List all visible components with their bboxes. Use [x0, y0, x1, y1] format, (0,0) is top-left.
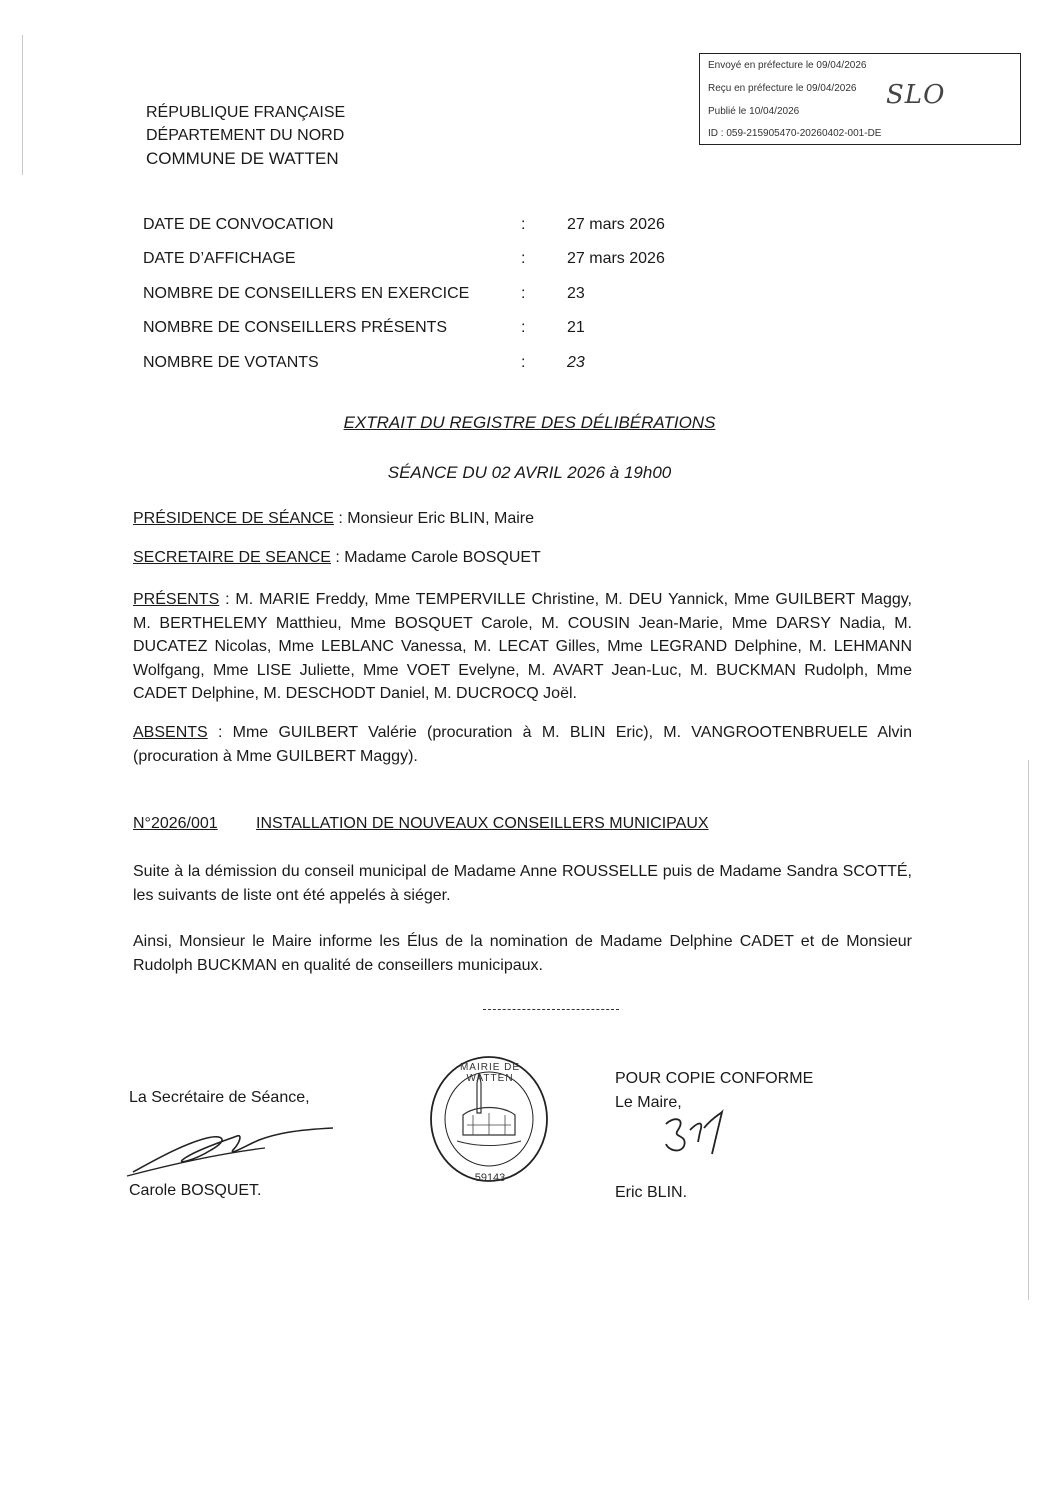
scan-edge-right: [1028, 760, 1029, 1300]
mayor-name: Eric BLIN.: [615, 1184, 688, 1201]
info-colon: :: [521, 216, 526, 233]
seal-postcode: 59143: [474, 1172, 506, 1184]
info-row-affichage: [143, 250, 743, 274]
info-label: DATE DE CONVOCATION: [143, 216, 334, 233]
copy-conforme-title: POUR COPIE CONFORME: [615, 1070, 814, 1087]
presents-text: : M. MARIE Freddy, Mme TEMPERVILLE Christine, M. DEU Yannick, Mme GUILBERT Maggy, M. BERTHELEMY Matthieu, Mme BOSQUET Carole, M. COUSIN Jean-Marie, Mme DARSY Nadia, M. DUCATEZ Nicolas, Mme LEBLANC Vanessa, M. LECAT Gilles, Mme LEGRAND Delphine, M. LEHMANN Wolfgang, Mme LISE Juliette, Mme VOET Evelyne, M. AVART Jean-Luc, M. BUCKMAN Rudolph, Mme CADET Delphine, M. DESCHODT Daniel, M. DUCROCQ Joël.: [133, 591, 912, 702]
info-value: 23: [567, 285, 585, 302]
deliberation-title: INSTALLATION DE NOUVEAUX CONSEILLERS MUNICIPAUX: [256, 815, 709, 832]
extrait-title: EXTRAIT DU REGISTRE DES DÉLIBÉRATIONS: [343, 413, 716, 432]
stamp-sent: Envoyé en préfecture le 09/04/2026: [708, 60, 867, 71]
secretary-signature: [125, 1120, 340, 1182]
mayor-title: Le Maire,: [615, 1094, 682, 1111]
info-value: 21: [567, 319, 585, 336]
info-value: 27 mars 2026: [567, 250, 665, 267]
info-row-convocation: [143, 216, 743, 240]
info-label: DATE D’AFFICHAGE: [143, 250, 296, 267]
prefecture-stamp: [699, 53, 1021, 145]
stamp-received: Reçu en préfecture le 09/04/2026: [708, 83, 857, 94]
info-label: NOMBRE DE CONSEILLERS EN EXERCICE: [143, 285, 470, 302]
absents-label: ABSENTS: [133, 724, 208, 741]
secretary-title: La Secrétaire de Séance,: [129, 1089, 310, 1106]
presidence-line: [133, 507, 912, 531]
republique-label: RÉPUBLIQUE FRANÇAISE: [146, 104, 346, 121]
info-value: 23: [567, 354, 585, 371]
info-row-presents: [143, 319, 743, 343]
absents-paragraph: [133, 721, 912, 768]
info-colon: :: [521, 285, 526, 302]
scan-edge-left: [22, 35, 23, 175]
info-label: NOMBRE DE VOTANTS: [143, 354, 319, 371]
presidence-text: : Monsieur Eric BLIN, Maire: [333, 510, 534, 527]
stamp-published: Publié le 10/04/2026: [708, 106, 800, 117]
stamp-id: ID : 059-215905470-20260402-001-DE: [708, 128, 882, 139]
deliberation-paragraph-2: Ainsi, Monsieur le Maire informe les Élus de la nomination de Madame Delphine CADET et de Monsieur Rudolph BUCKMAN en qualité de conseillers municipaux.: [133, 933, 912, 974]
deliberation-number: N°2026/001: [133, 815, 218, 832]
info-colon: :: [521, 354, 526, 371]
stamp-initials: SLO: [886, 80, 946, 110]
mayor-signature: [660, 1108, 730, 1158]
info-label: NOMBRE DE CONSEILLERS PRÉSENTS: [143, 319, 448, 336]
info-colon: :: [521, 250, 526, 267]
presidence-label: PRÉSIDENCE DE SÉANCE: [133, 510, 334, 527]
info-row-exercice: [143, 285, 743, 309]
document-header: [146, 101, 345, 170]
info-value: 27 mars 2026: [567, 216, 665, 233]
secretaire-label: SECRETAIRE DE SEANCE: [133, 549, 331, 566]
departement-label: DÉPARTEMENT DU NORD: [146, 127, 345, 144]
secretaire-text: : Madame Carole BOSQUET: [330, 549, 541, 566]
deliberation-paragraph-1: Suite à la démission du conseil municipal de Madame Anne ROUSSELLE puis de Madame Sandra SCOTTÉ, les suivants de liste ont été appelés à siéger.: [133, 863, 912, 904]
absents-text: : Mme GUILBERT Valérie (procuration à M. BLIN Eric), M. VANGROOTENBRUELE Alvin (procuration à Mme GUILBERT Maggy).: [133, 724, 912, 765]
seal-text: MAIRIE DE WATTEN: [459, 1062, 521, 1084]
commune-label: COMMUNE DE WATTEN: [146, 149, 339, 168]
info-row-votants: [143, 354, 743, 378]
presents-label: PRÉSENTS: [133, 591, 220, 608]
info-colon: :: [521, 319, 526, 336]
seance-title: SÉANCE DU 02 AVRIL 2026 à 19h00: [387, 463, 672, 482]
secretary-name: Carole BOSQUET.: [129, 1182, 262, 1199]
secretaire-line: [133, 546, 912, 570]
presents-paragraph: [133, 588, 912, 706]
section-divider: [483, 1009, 619, 1010]
